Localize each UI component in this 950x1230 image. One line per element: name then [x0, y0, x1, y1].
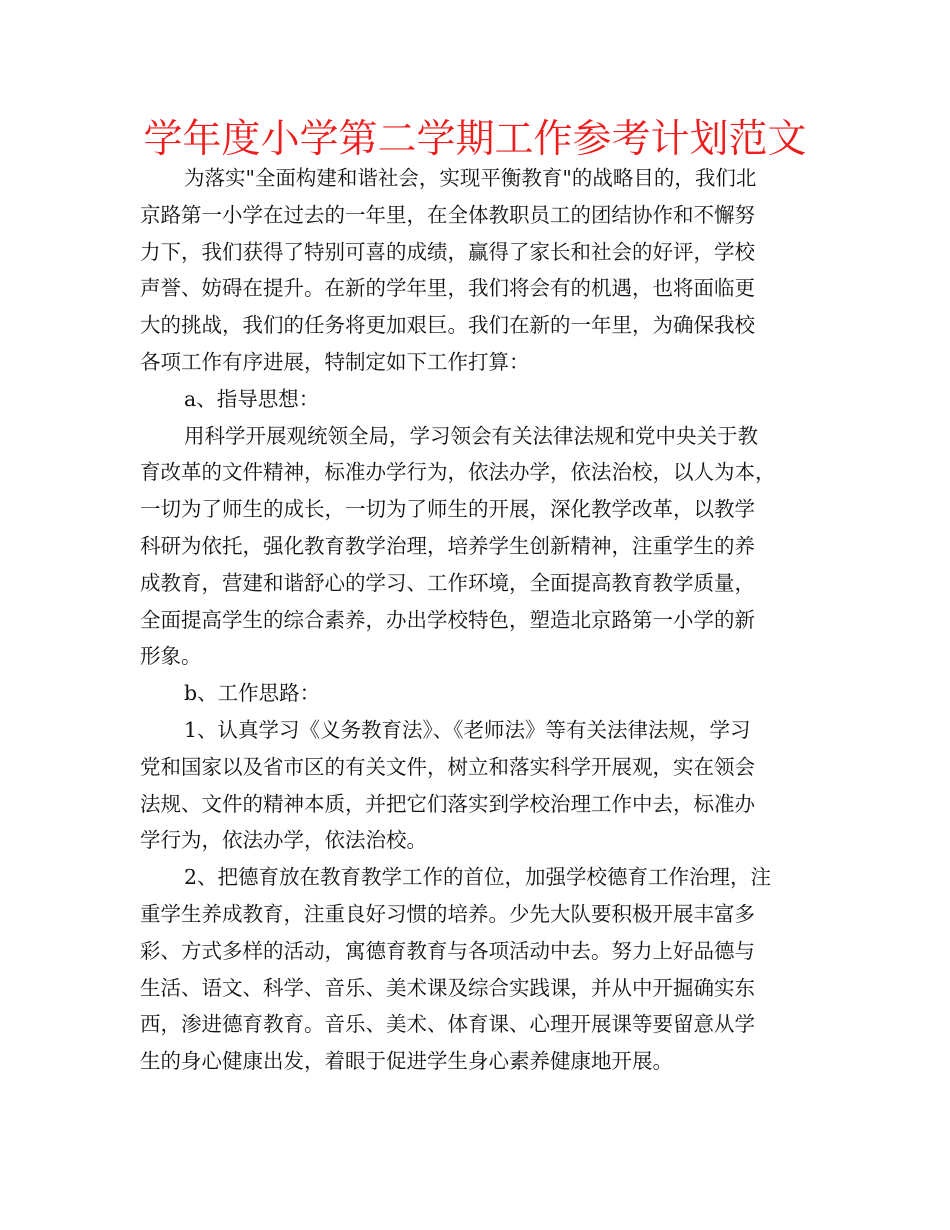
- text-line: 全面提高学生的综合素养，办出学校特色，塑造北京路第一小学的新: [140, 607, 755, 632]
- text-line: 声誉、妨碍在提升。在新的学年里，我们将会有的机遇，也将面临更: [140, 276, 755, 301]
- text-line: 育改革的文件精神，标准办学行为，依法办学，依法治校，以人为本，: [140, 460, 776, 485]
- text-line: 力下，我们获得了特别可喜的成绩，赢得了家长和社会的好评，学校: [140, 239, 755, 264]
- paragraph-guiding-thought: [140, 418, 820, 676]
- text-line: 学行为，依法办学，依法治校。: [140, 828, 427, 853]
- text-line: 法规、文件的精神本质，并把它们落实到学校治理工作中去，标准办: [140, 791, 755, 816]
- text-line: 用科学开展观统领全局，学习领会有关法律法规和党中央关于教: [184, 423, 758, 448]
- section-heading: a、指导思想：: [184, 386, 320, 411]
- text-line: 西，渗进德育教育。音乐、美术、体育课、心理开展课等要留意从学: [140, 1012, 755, 1037]
- section-heading-guiding-thought: [140, 381, 820, 418]
- text-line: 生的身心健康出发，着眼于促进学生身心素养健康地开展。: [140, 1049, 673, 1074]
- document-body: [140, 160, 820, 1080]
- section-heading: b、工作思路：: [184, 681, 321, 706]
- text-line: 科研为依托，强化教育教学治理，培养学生创新精神，注重学生的养: [140, 533, 755, 558]
- paragraph-item-2: [140, 859, 820, 1080]
- text-line: 大的挑战，我们的任务将更加艰巨。我们在新的一年里，为确保我校: [140, 313, 755, 338]
- paragraph-intro: [140, 160, 820, 381]
- text-line: 彩、方式多样的活动，寓德育教育与各项活动中去。努力上好品德与: [140, 938, 755, 963]
- paragraph-item-1: [140, 712, 820, 859]
- text-line: 为落实"全面构建和谐社会，实现平衡教育"的战略目的，我们北: [184, 166, 757, 190]
- text-line: 形象。: [140, 644, 202, 669]
- text-line: 成教育，营建和谐舒心的学习、工作环境，全面提高教育教学质量，: [140, 570, 755, 595]
- document-title: 学年度小学第二学期工作参考计划范文: [143, 117, 807, 162]
- text-line: 生活、语文、科学、音乐、美术课及综合实践课，并从中开掘确实东: [140, 975, 755, 1000]
- section-heading-work-approach: [140, 675, 820, 712]
- text-line: 一切为了师生的成长，一切为了师生的开展，深化教学改革，以教学: [140, 497, 755, 522]
- text-line: 京路第一小学在过去的一年里，在全体教职员工的团结协作和不懈努: [140, 202, 755, 227]
- text-line: 2、把德育放在教育教学工作的首位，加强学校德育工作治理，注: [184, 865, 772, 890]
- text-line: 重学生养成教育，注重良好习惯的培养。少先大队要积极开展丰富多: [140, 901, 755, 926]
- text-line: 各项工作有序进展，特制定如下工作打算：: [140, 349, 530, 374]
- text-line: 党和国家以及省市区的有关文件，树立和落实科学开展观，实在领会: [140, 754, 755, 779]
- text-line: 1、认真学习《义务教育法》、《老师法》等有关法律法规，学习: [184, 717, 751, 742]
